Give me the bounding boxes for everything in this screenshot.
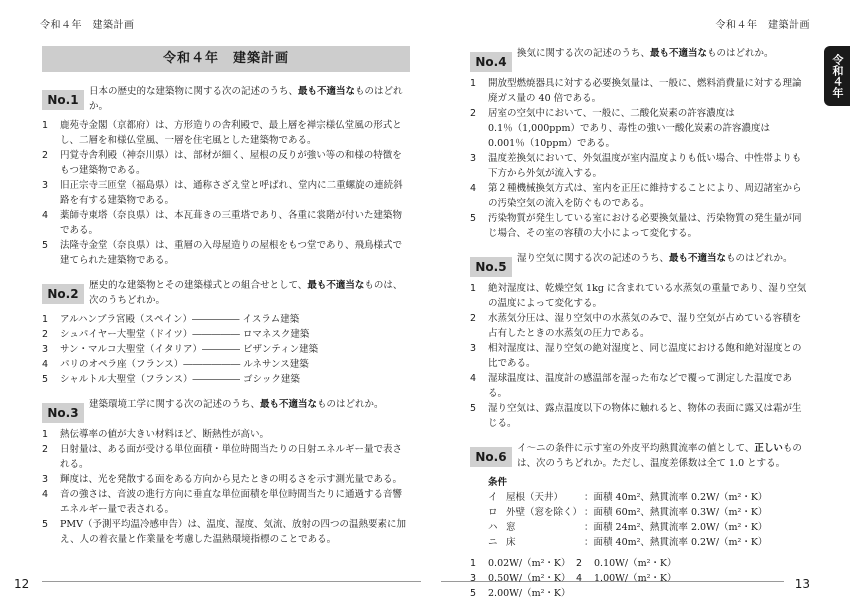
option-list [42, 312, 410, 387]
stem-text: 湿り空気に関する次の記述のうち、 [517, 253, 670, 264]
option-text: 熱伝導率の値が大きい材料ほど、断熱性が高い。 [60, 429, 270, 440]
stem-text: ものはどれか。 [726, 253, 793, 264]
stem-text: 建築環境工学に関する次の記述のうち、 [89, 399, 261, 410]
answer-text: 0.10W/（m²・K） [594, 558, 677, 569]
question-number-badge: No.2 [42, 284, 84, 304]
option-item [470, 76, 810, 106]
option-list [470, 76, 810, 241]
option-text: 第２種機械換気方式は、室内を正圧に維持することにより、周辺諸室からの汚染空気の流入を防ぐものである。 [488, 183, 802, 209]
condition-value: ：面積 40m²、熱貫流率 0.2W/（m²・K） [584, 537, 768, 548]
option-item [470, 341, 810, 371]
question-stem [89, 278, 410, 308]
option-item [42, 118, 410, 148]
conditions-list [488, 490, 810, 550]
question-header [42, 84, 410, 114]
option-item [42, 372, 410, 387]
answer-choice [576, 556, 726, 571]
option-item [470, 211, 810, 241]
answer-choice [470, 556, 576, 571]
option-number: 4 [470, 183, 477, 194]
option-text: 絶対湿度は、乾燥空気 1kg に含まれている水蒸気の重量であり、湿り空気の温度によって変化する。 [488, 283, 807, 309]
option-text: 旧正宗寺三匝堂（福島県）は、通称さざえ堂と呼ばれ、堂内に二重螺旋の連続斜路を有する建築物である。 [60, 180, 403, 206]
option-item [42, 342, 410, 357]
option-item [42, 487, 410, 517]
option-text: 温度差換気において、外気温度が室内温度よりも低い場合、中性帯よりも下方から外気が流入する。 [488, 153, 802, 179]
answer-text: 1.00W/（m²・K） [594, 573, 677, 584]
option-number: 3 [470, 343, 477, 354]
option-text: 音の強さは、音波の進行方向に垂直な単位面積を単位時間当たりに通過する音響エネルギー量で表される。 [60, 489, 403, 515]
right-content [470, 46, 810, 611]
option-text: 輝度は、光を発散する面をある方向から見たときの明るさを示す測光量である。 [60, 474, 403, 485]
option-number: 1 [470, 283, 477, 294]
condition-key: イ [488, 492, 498, 503]
option-text: 汚染物質が発生している室における必要換気量は、汚染物質の発生量が同じ場合、その室の容積の大小によって変化する。 [488, 213, 802, 239]
running-head: 令和４年 建築計画 [715, 20, 810, 31]
option-number: 3 [470, 153, 477, 164]
option-text: 湿球温度は、温度計の感温部を湿った布などで覆って測定した温度である。 [488, 373, 793, 399]
option-text: 湿り空気は、露点温度以下の物体に触れると、物体の表面に露又は霜が生じる。 [488, 403, 802, 429]
answer-number: 1 [470, 558, 477, 569]
answer-number: 5 [470, 588, 477, 599]
option-number: 1 [42, 429, 49, 440]
option-number: 5 [42, 240, 49, 251]
option-item [470, 106, 810, 151]
option-list [42, 118, 410, 268]
question-stem [89, 84, 410, 114]
condition-value: ：面積 60m²、熱貫流率 0.3W/（m²・K） [584, 507, 768, 518]
page-number: 13 [794, 577, 810, 591]
option-item [470, 311, 810, 341]
question-block [470, 251, 810, 431]
option-item [42, 327, 410, 342]
option-number: 3 [42, 344, 49, 355]
option-number: 3 [42, 180, 49, 191]
question-header [470, 46, 810, 72]
stem-emphasis: 正しい [754, 443, 783, 454]
condition-name: 窓 [506, 522, 516, 533]
question-block [42, 278, 410, 387]
question-block [42, 397, 410, 547]
option-item [470, 181, 810, 211]
option-number: 2 [42, 150, 49, 161]
option-text: 鹿苑寺金閣（京都府）は、方形造りの舎利殿で、最上層を禅宗様仏堂風の形式とし、二層を和様仏堂風、一層を住宅風とした建築物である。 [60, 120, 402, 146]
left-page [0, 0, 425, 602]
option-number: 1 [42, 314, 49, 325]
conditions-title: 条件 [488, 477, 508, 488]
option-item [470, 371, 810, 401]
condition-row [488, 535, 810, 550]
answer-choices [470, 556, 810, 601]
left-content [42, 46, 410, 557]
question-header [42, 278, 410, 308]
answer-choice [470, 571, 576, 586]
option-number: 1 [470, 78, 477, 89]
stem-text: 日本の歴史的な建築物に関する次の記述のうち、 [89, 86, 299, 97]
stem-text: 換気に関する次の記述のうち、 [517, 48, 651, 59]
question-number-badge: No.6 [470, 447, 512, 467]
stem-text: ものはどれか。 [707, 48, 774, 59]
option-text: 日射量は、ある面が受ける単位面積・単位時間当たりの日射エネルギー量で表される。 [60, 444, 403, 470]
option-text: シャルトル大聖堂（フランス）――――― ゴシック建築 [60, 374, 300, 385]
option-text: パリのオペラ座（フランス）―――――― ルネサンス建築 [60, 359, 309, 370]
option-text: 薬師寺東塔（奈良県）は、本瓦葺きの三重塔であり、各重に裳階が付いた建築物である。 [60, 210, 403, 236]
option-item [42, 427, 410, 442]
option-number: 3 [42, 474, 49, 485]
condition-name: 外壁（窓を除く） [506, 507, 583, 518]
question-stem [517, 46, 774, 61]
condition-name: 屋根（天井） [506, 492, 564, 503]
option-number: 5 [42, 519, 49, 530]
question-number-badge: No.4 [470, 52, 512, 72]
option-item [42, 178, 410, 208]
condition-key: ニ [488, 537, 498, 548]
condition-row [488, 490, 810, 505]
footer-rule [42, 581, 421, 582]
option-number: 2 [42, 329, 49, 340]
option-text: 法隆寺金堂（奈良県）は、重層の入母屋造りの屋根をもつ堂であり、飛鳥様式で建てられた建築物である。 [60, 240, 403, 266]
option-number: 2 [470, 313, 477, 324]
option-text: 居室の空気中において、一般に、二酸化炭素の許容濃度は 0.1％（1,000ppm）であり、毒性の強い一酸化炭素の許容濃度は 0.001％（10ppm）である。 [488, 108, 770, 149]
option-text: 水蒸気分圧は、湿り空気中の水蒸気のみで、湿り空気が占めている容積を占有したときの水蒸気の圧力である。 [488, 313, 802, 339]
question-stem [517, 441, 810, 471]
answer-number: 2 [576, 558, 583, 569]
option-text: 開放型燃焼器具に対する必要換気量は、一般に、燃料消費量に対する理論廃ガス量の 40 倍である。 [488, 78, 802, 104]
option-list [470, 281, 810, 431]
stem-emphasis: 最も不適当な [298, 86, 356, 97]
running-head: 令和４年 建築計画 [40, 20, 135, 31]
option-item [42, 238, 410, 268]
question-list [42, 84, 410, 547]
option-number: 4 [42, 359, 49, 370]
option-number: 4 [42, 489, 49, 500]
question-header [470, 251, 810, 277]
question-number-badge: No.1 [42, 90, 84, 110]
stem-emphasis: 最も不適当な [669, 253, 727, 264]
condition-value: ：面積 40m²、熱貫流率 0.2W/（m²・K） [584, 492, 768, 503]
option-item [42, 442, 410, 472]
stem-text: イ〜ニの条件に示す室の外皮平均熱貫流率の値として、 [517, 443, 755, 454]
answer-choice [576, 571, 726, 586]
option-number: 4 [470, 373, 477, 384]
option-item [42, 357, 410, 372]
condition-key: ハ [488, 522, 498, 533]
option-item [42, 148, 410, 178]
answer-text: 0.02W/（m²・K） [488, 558, 571, 569]
condition-key: ロ [488, 507, 498, 518]
option-number: 1 [42, 120, 49, 131]
question-number-badge: No.3 [42, 403, 84, 423]
answer-text: 2.00W/（m²・K） [488, 588, 571, 599]
answer-number: 4 [576, 573, 583, 584]
option-text: 円覚寺舎利殿（神奈川県）は、部材が細く、屋根の反りが強い等の和様の特徴をもつ建築物である。 [60, 150, 402, 176]
stem-text: 歴史的な建築物とその建築様式との組合せとして、 [89, 280, 308, 291]
question-block [470, 46, 810, 241]
option-number: 5 [470, 213, 477, 224]
option-number: 5 [42, 374, 49, 385]
question-block [42, 84, 410, 268]
year-tab: 令和４年 [824, 46, 850, 106]
question-stem [517, 251, 793, 266]
question-list [470, 46, 810, 431]
stem-text: ものはどれか。 [89, 86, 403, 112]
condition-value: ：面積 24m²、熱貫流率 2.0W/（m²・K） [584, 522, 768, 533]
question-header [42, 397, 410, 423]
answer-text: 0.50W/（m²・K） [488, 573, 571, 584]
stem-text: ものは、次のうちどれか。 [89, 280, 403, 306]
option-text: シュパイヤー大聖堂（ドイツ）――――― ロマネスク建築 [60, 329, 310, 340]
option-item [42, 312, 410, 327]
option-number: 4 [42, 210, 49, 221]
option-item [42, 208, 410, 238]
option-text: アルハンブラ宮殿（スペイン）――――― イスラム建築 [60, 314, 300, 325]
stem-text: ものは、次のうちどれか。ただし、温度差係数は全て 1.0 とする。 [517, 443, 802, 469]
question-number-badge: No.5 [470, 257, 512, 277]
option-text: PMV（予測平均温冷感申告）は、温度、湿度、気流、放射の四つの温熱要素に加え、人の着衣量と作業量を考慮した温熱環境指標のことである。 [60, 519, 406, 545]
question-stem [89, 397, 384, 412]
stem-emphasis: 最も不適当な [307, 280, 365, 291]
option-text: 相対湿度は、湿り空気の絶対湿度と、同じ温度における飽和絶対湿度との比である。 [488, 343, 802, 369]
answer-number: 3 [470, 573, 477, 584]
option-item [470, 151, 810, 181]
option-item [42, 517, 410, 547]
stem-emphasis: 最も不適当な [260, 399, 318, 410]
question-block [470, 441, 810, 601]
option-item [470, 401, 810, 431]
option-item [470, 281, 810, 311]
page-number: 12 [14, 577, 30, 591]
conditions-box [488, 475, 810, 550]
stem-text: ものはどれか。 [317, 399, 384, 410]
option-number: 2 [470, 108, 477, 119]
stem-emphasis: 最も不適当な [650, 48, 708, 59]
option-text: サン・マルコ大聖堂（イタリア）―――― ビザンティン建築 [60, 344, 319, 355]
option-item [42, 472, 410, 487]
condition-name: 床 [506, 537, 516, 548]
option-number: 2 [42, 444, 49, 455]
option-number: 5 [470, 403, 477, 414]
condition-row [488, 505, 810, 520]
question-header [470, 441, 810, 471]
condition-row [488, 520, 810, 535]
page-title: 令和４年 建築計画 [42, 46, 410, 72]
option-list [42, 427, 410, 547]
answer-choice [470, 586, 576, 601]
